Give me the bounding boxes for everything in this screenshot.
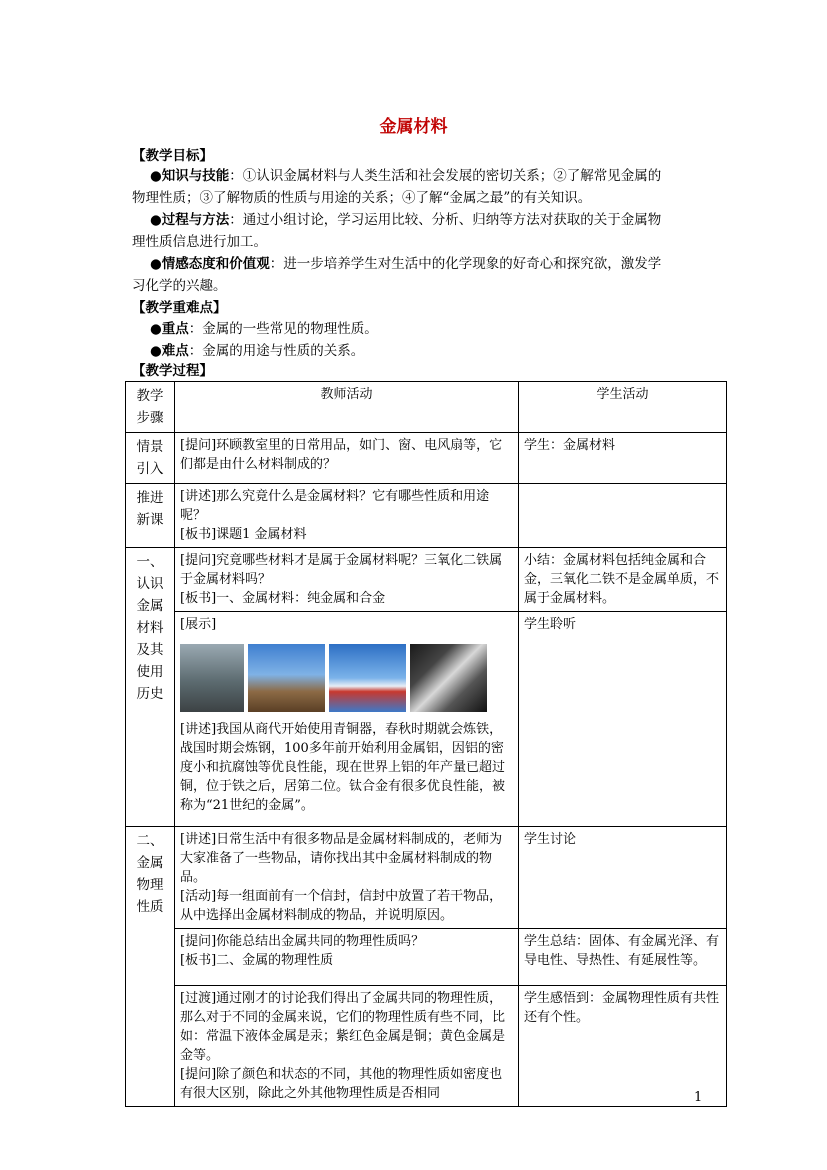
aluminum-airplane-photo: [329, 644, 406, 712]
student-cell: 学生总结：固体、有金属光泽、有导电性、导热性、有延展性等。: [519, 929, 727, 986]
difficult-point-label: ●难点: [150, 343, 189, 359]
header-step: 教学步骤: [126, 382, 175, 433]
objective-process-cont: 理性质信息进行加工。: [132, 234, 267, 250]
objective-process-text: ：通过小组讨论，学习运用比较、分析、归纳等方法对获取的关于金属物: [229, 212, 662, 228]
page-number: 1: [694, 1090, 703, 1105]
objective-knowledge-cont: 物理性质；③了解物质的性质与用途的关系；④了解“金属之最”的有关知识。: [132, 190, 592, 206]
objective-emotion-text: ：进一步培养学生对生活中的化学现象的好奇心和探究欲，激发学: [269, 256, 662, 272]
student-cell: [519, 484, 727, 548]
teacher-text: [活动]每一组面前有一个信封，信封中放置了若干物品，从中选择出金属材料制成的物品，并说明原因。: [180, 889, 503, 923]
teacher-text: [板书]课题1 金属材料: [180, 527, 307, 542]
step-cell: 二、金属物理性质: [126, 827, 175, 1107]
student-cell: 学生聆听: [519, 612, 727, 827]
student-cell: 小结：金属材料包括纯金属和合金，三氧化二铁不是金属单质，不属于金属材料。: [519, 548, 727, 612]
metal-photo-strip: [180, 644, 513, 712]
teacher-text: [提问]你能总结出金属共同的物理性质吗？: [180, 934, 425, 949]
table-row: [126, 827, 727, 929]
objective-emotion-cont: 习化学的兴趣。: [132, 278, 227, 294]
teacher-cell: [175, 986, 519, 1107]
student-cell: 学生感悟到：金属物理性质有共性还有个性。: [519, 986, 727, 1107]
teacher-text: [讲述]我国从商代开始使用青铜器，春秋时期就会炼铁，战国时期会炼钢，100多年前开始利用金属铝，因铝的密度小和抗腐蚀等优良性能，现在世界上铝的年产量已超过铜，位于铁之后，居第二位。钛合金有很多优良性能，被称为“21世纪的金属”。: [180, 722, 506, 813]
difficult-point-text: ：金属的用途与性质的关系。: [188, 343, 365, 359]
teacher-text: [讲述]那么究竟什么是金属材料？它有哪些性质和用途呢？: [180, 489, 490, 523]
teacher-text: [板书]二、金属的物理性质: [180, 953, 334, 968]
document-title: 金属材料: [379, 117, 448, 137]
teacher-cell: [175, 827, 519, 929]
teacher-text: [提问]除了颜色和状态的不同，其他的物理性质如密度也有很大区别，除此之外其他物理性质是否相同: [180, 1067, 503, 1101]
table-row: [126, 548, 727, 612]
objective-knowledge: [150, 165, 750, 187]
iron-lion-statue-photo: [248, 644, 325, 712]
teacher-text: [提问]究竟哪些材料才是属于金属材料呢？三氧化二铁属于金属材料吗？: [180, 553, 503, 587]
table-row: [126, 433, 727, 484]
table-row: [126, 986, 727, 1107]
table-header-row: [126, 382, 727, 433]
step-cell: 情景引入: [126, 433, 175, 484]
objective-emotion: [150, 253, 750, 275]
difficult-point: [150, 340, 750, 362]
bronze-ding-photo: [180, 644, 244, 712]
table-row: [126, 612, 727, 827]
objective-process: [150, 209, 750, 231]
teacher-cell: [175, 929, 519, 986]
teacher-text: [讲述]日常生活中有很多物品是金属材料制成的，老师为大家准备了一些物品，请你找出其中金属材料制成的物品。: [180, 832, 503, 885]
teacher-text: [板书]一、金属材料：纯金属和合金: [180, 591, 386, 606]
student-cell: 学生讨论: [519, 827, 727, 929]
objective-process-label: ●过程与方法: [150, 212, 230, 228]
key-point-label: ●重点: [150, 321, 189, 337]
step-cell: 一、认识金属材料及其使用历史: [126, 548, 175, 827]
teacher-cell: [175, 612, 519, 827]
key-point-text: ：金属的一些常见的物理性质。: [188, 321, 378, 337]
teaching-process-table: [125, 381, 727, 1107]
process-heading: 【教学过程】: [132, 363, 213, 379]
objective-emotion-label: ●情感态度和价值观: [150, 256, 270, 272]
student-cell: 学生：金属材料: [519, 433, 727, 484]
keypoints-heading: 【教学重难点】: [132, 300, 227, 316]
header-student: 学生活动: [519, 382, 727, 433]
step-cell: 推进新课: [126, 484, 175, 548]
teacher-text: [过渡]通过刚才的讨论我们得出了金属共同的物理性质，那么对于不同的金属来说，它们的物理性质有些不同，比如：常温下液体金属是汞；紫红色金属是铜；黄色金属是金等。: [180, 991, 506, 1063]
header-teacher: 教师活动: [175, 382, 519, 433]
teacher-cell: [175, 484, 519, 548]
teacher-cell: [提问]环顾教室里的日常用品，如门、窗、电风扇等，它们都是由什么材料制成的？: [175, 433, 519, 484]
objectives-heading: 【教学目标】: [132, 148, 213, 164]
teacher-cell: [175, 548, 519, 612]
table-row: [126, 484, 727, 548]
titanium-implant-photo: [410, 644, 487, 712]
table-row: [126, 929, 727, 986]
objective-knowledge-label: ●知识与技能: [150, 168, 230, 184]
teacher-text: [展示]: [180, 617, 217, 632]
key-point: [150, 318, 750, 340]
objective-knowledge-text: ：①认识金属材料与人类生活和社会发展的密切关系；②了解常见金属的: [229, 168, 662, 184]
